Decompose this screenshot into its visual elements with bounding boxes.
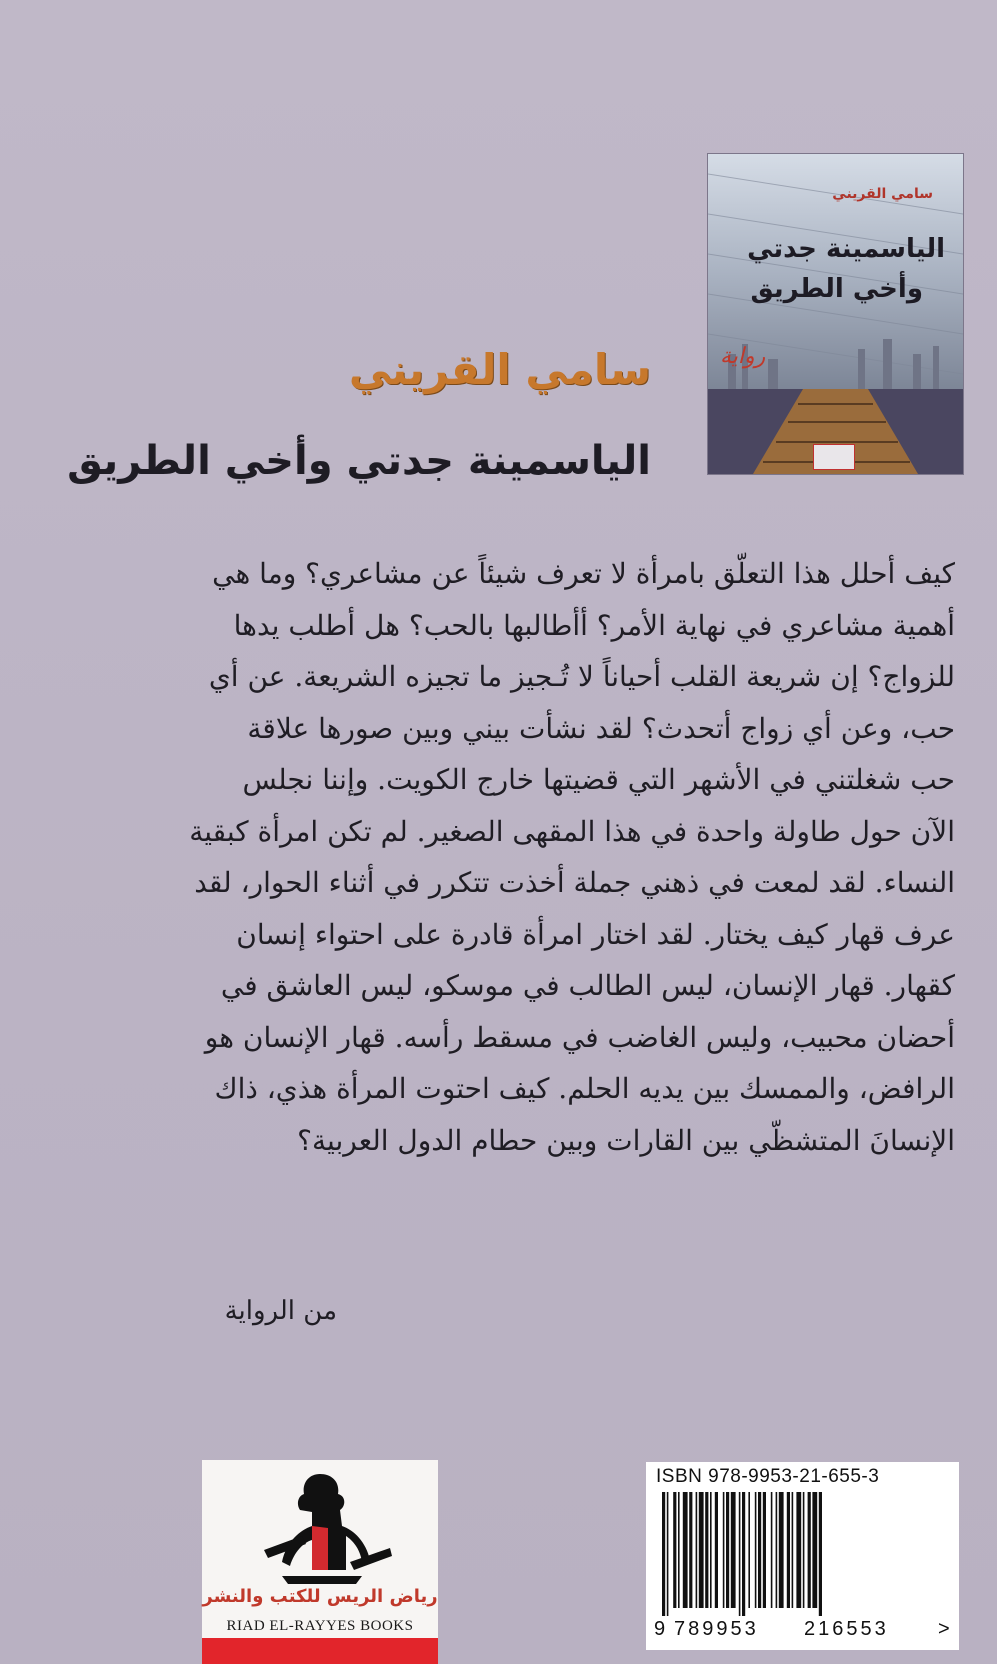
author-name: سامي القريني	[348, 345, 651, 394]
barcode-bar	[776, 1492, 778, 1608]
blurb-text	[189, 548, 955, 1166]
barcode-digits-right: 216553	[804, 1618, 889, 1640]
barcode-bar	[683, 1492, 688, 1608]
thumbnail-title-line1: الياسمينة جدتي	[747, 234, 945, 264]
publisher-logo	[202, 1460, 438, 1664]
thumbnail-title-line2: وأخي الطريق	[750, 274, 923, 304]
barcode-bar	[715, 1492, 718, 1608]
barcode-bar	[787, 1492, 790, 1608]
blurb-line: حب شغلتني في الأشهر التي قضيتها خارج الكويت. وإننا نجلس	[242, 763, 955, 796]
barcode-bar	[673, 1492, 676, 1608]
barcode-bar	[699, 1492, 704, 1608]
barcode-bar	[667, 1492, 669, 1616]
publisher-red-bar	[202, 1638, 438, 1664]
barcode-bar	[808, 1492, 811, 1608]
barcode-bars	[654, 1492, 952, 1616]
barcode-bar	[803, 1492, 805, 1608]
blurb-line: كيف أحلل هذا التعلّق بامرأة لا تعرف شيئاً عن مشاعري؟ وما هي	[212, 557, 955, 590]
thumbnail-author: سامي القريني	[832, 186, 933, 202]
barcode-bar	[758, 1492, 761, 1608]
barcode-bar	[739, 1492, 741, 1616]
barcode-bar	[678, 1492, 680, 1608]
blurb-line: حب، وعن أي زواج أتحدث؟ لقد نشأت بيني وبين صورها علاقة	[247, 711, 955, 745]
cover-thumbnail-art	[708, 154, 963, 474]
barcode-digits-left: 789953	[674, 1618, 759, 1640]
thumbnail-genre: رواية	[720, 344, 766, 369]
isbn-label: ISBN 978-9953-21-655-3	[656, 1466, 880, 1487]
blurb-line: النساء. لقد لمعت في ذهني جملة أخذت تتكرر في أثناء الحوار، لقد	[194, 866, 955, 899]
barcode-bar	[742, 1492, 745, 1616]
barcode-bar	[763, 1492, 766, 1608]
blurb-line: الإنسانَ المتشظّي بين القارات وبين حطام الدول العربية؟	[297, 1123, 955, 1157]
barcode-bar	[748, 1492, 750, 1608]
barcode-bar	[779, 1492, 784, 1608]
barcode-bar	[755, 1492, 757, 1608]
barcode-bar	[792, 1492, 794, 1608]
publisher-figure-icon	[242, 1466, 398, 1586]
barcode-bar	[819, 1492, 822, 1616]
blurb-line: للزواج؟ إن شريعة القلب أحياناً لا تُـجيز ما تجيزه الشريعة. عن أي	[208, 660, 955, 693]
thumbnail-publisher-logo	[813, 444, 855, 470]
publisher-arabic-name: رياض الريس للكتب والنشر	[202, 1586, 438, 1607]
blurb-line: أهمية مشاعري في نهاية الأمر؟ أأطالبها بالحب؟ هل أطلب يدها	[233, 608, 955, 642]
barcode-bar	[723, 1492, 725, 1608]
barcode-bar	[796, 1492, 801, 1608]
blurb-line: أحضان محبيب، وليس الغاضب في مسقط رأسه. قهار الإنسان هو	[204, 1020, 955, 1054]
blurb-line: كقهار. قهار الإنسان، ليس الطالب في موسكو، ليس العاشق في	[220, 969, 955, 1002]
barcode-bar	[705, 1492, 708, 1608]
blurb-source: من الرواية	[224, 1296, 337, 1326]
barcode-bar	[696, 1492, 698, 1608]
barcode-bar	[710, 1492, 712, 1608]
barcode-digit-end: >	[938, 1618, 950, 1640]
isbn-barcode	[646, 1462, 959, 1650]
barcode-digit-first: 9	[654, 1618, 666, 1640]
blurb-line: الرافض، والممسك بين يديه الحلم. كيف احتوت المرأة هذي، ذاك	[214, 1072, 955, 1105]
barcode-bar	[726, 1492, 729, 1608]
book-title: الياسمينة جدتي وأخي الطريق	[67, 438, 651, 484]
blurb-line: الآن حول طاولة واحدة في هذا المقهى الصغير. لم تكن امرأة كبقية	[189, 814, 955, 848]
barcode-bar	[731, 1492, 736, 1608]
cover-thumbnail	[707, 153, 964, 475]
barcode-bar	[689, 1492, 692, 1608]
barcode-bar	[662, 1492, 665, 1616]
barcode-bar	[812, 1492, 817, 1608]
blurb-line: عرف قهار كيف يختار. لقد اختار امرأة قادرة على احتواء إنسان	[236, 917, 955, 951]
barcode-bar	[771, 1492, 773, 1608]
publisher-latin-name: RIAD EL-RAYYES BOOKS	[226, 1618, 414, 1634]
